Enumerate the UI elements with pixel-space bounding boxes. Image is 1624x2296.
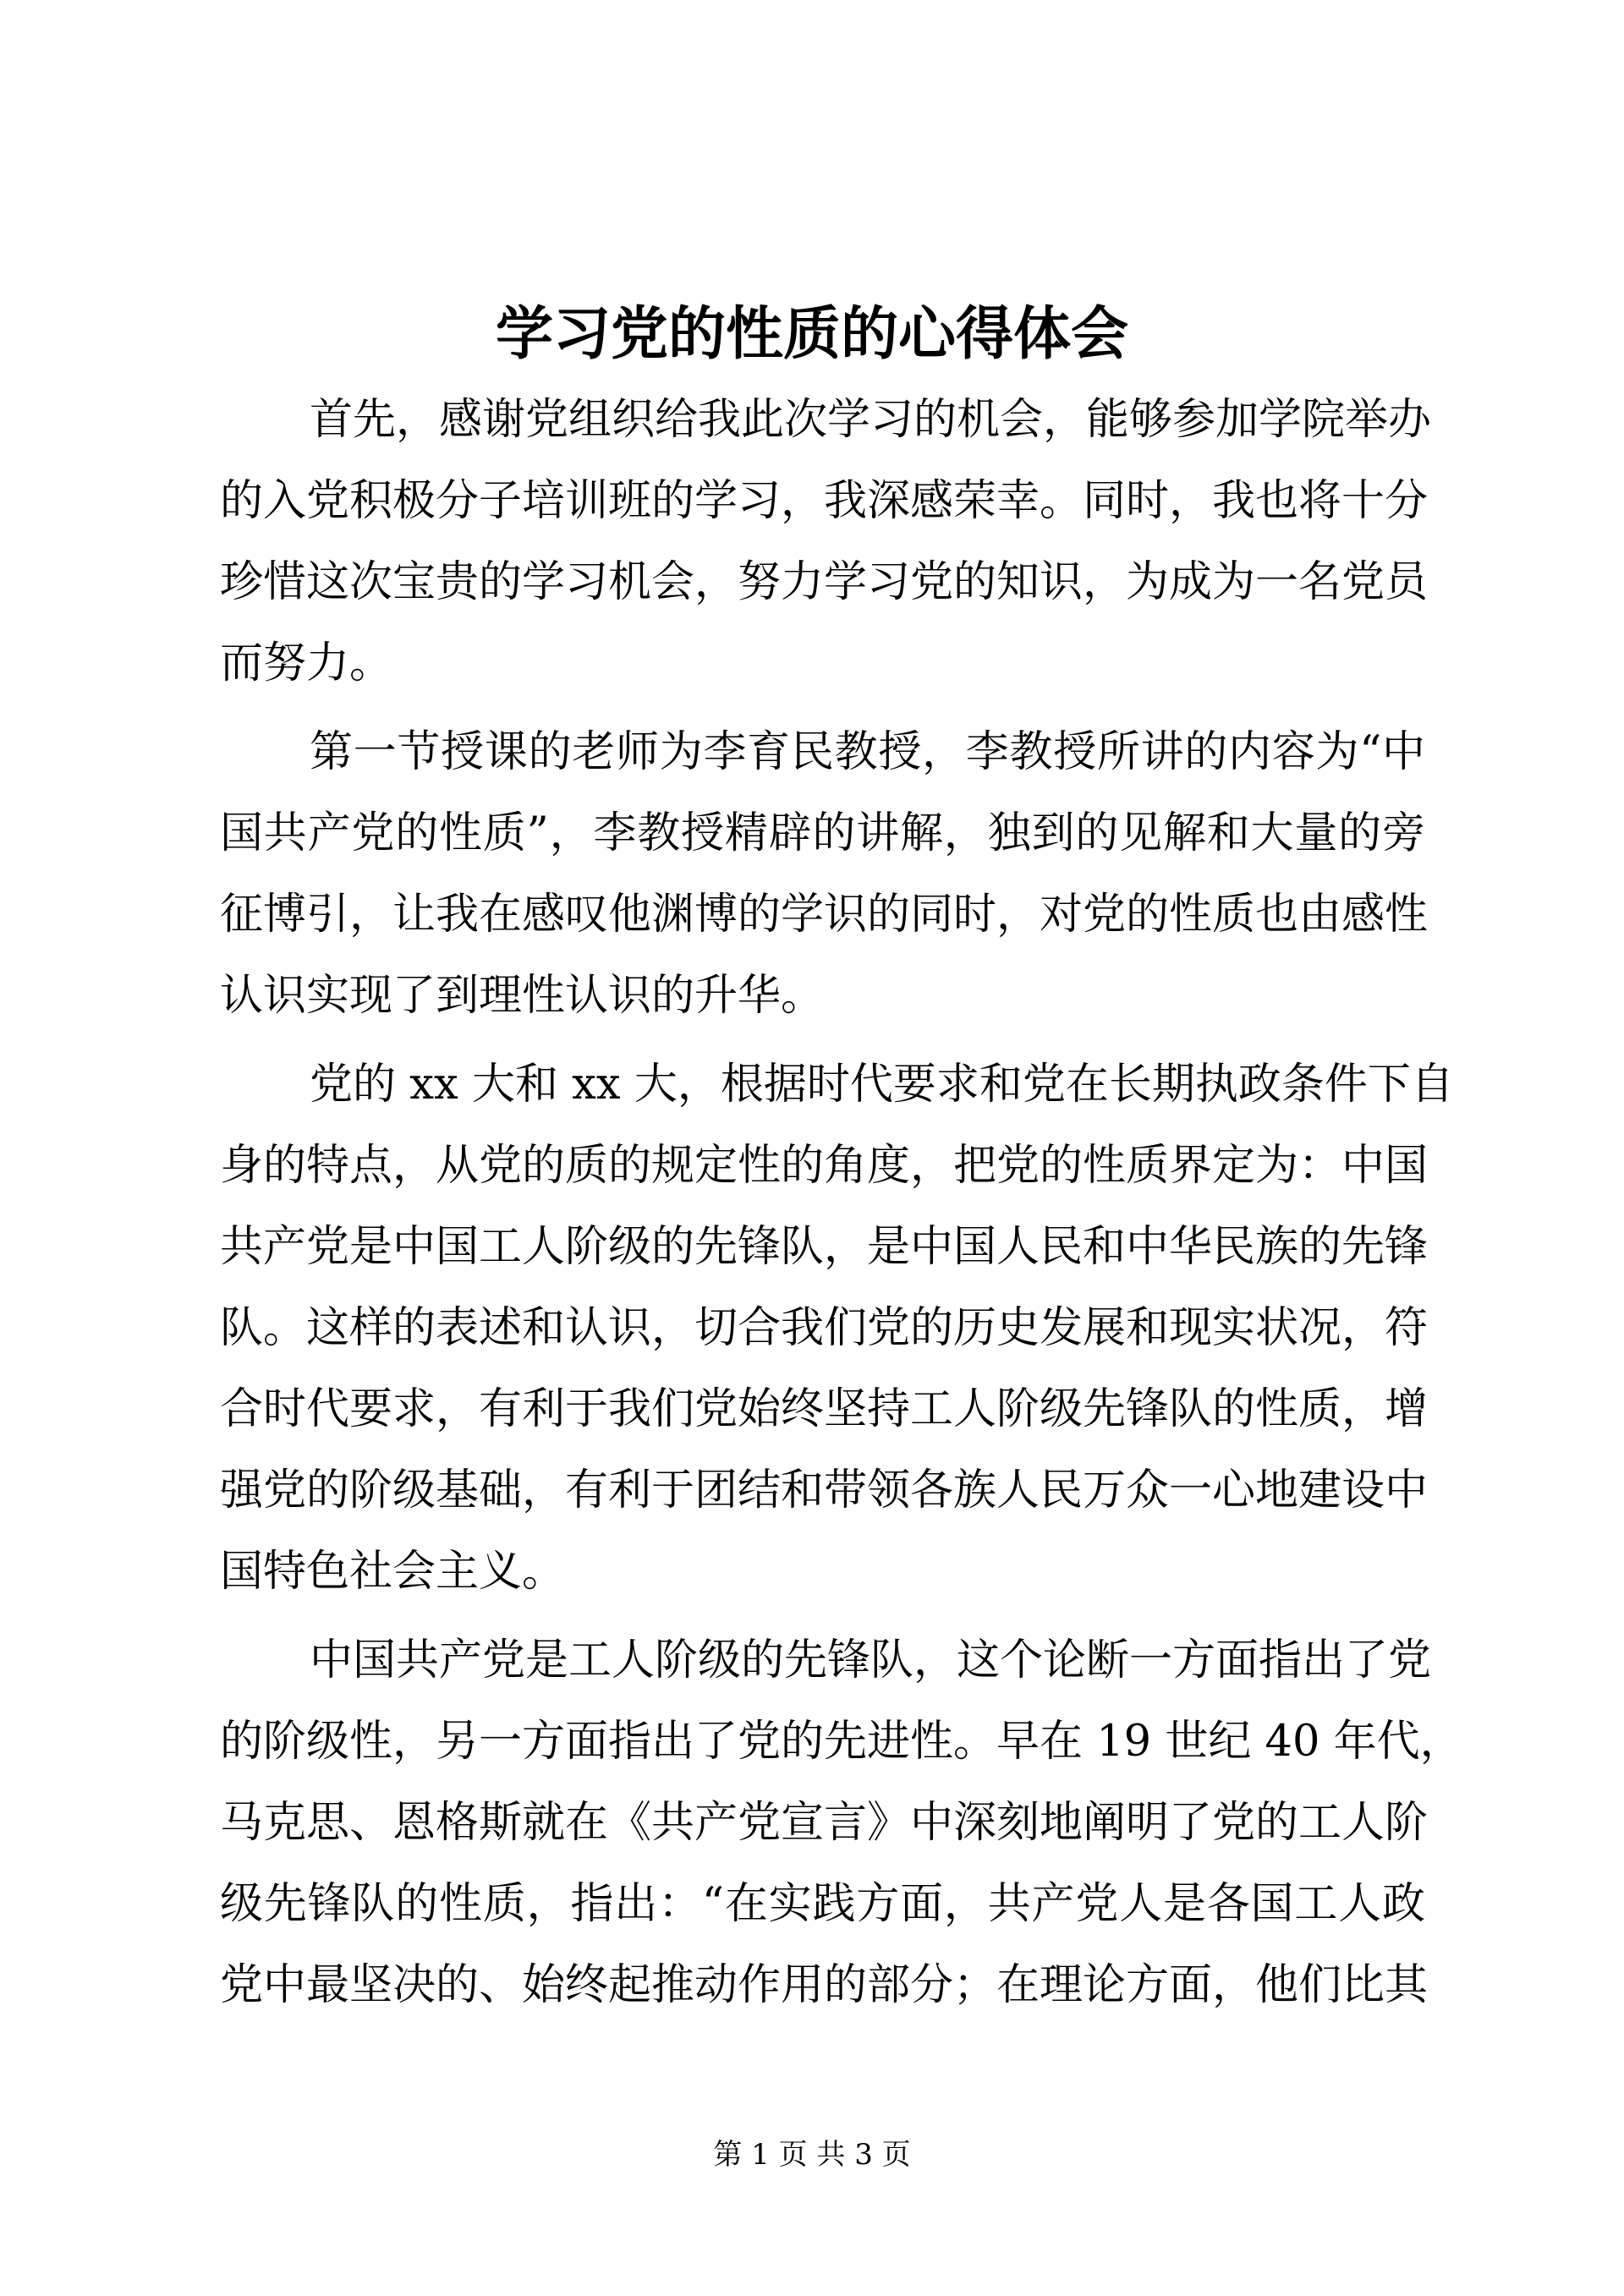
text-line: 珍惜这次宝贵的学习机会，努力学习党的知识，为成为一名党员 (220, 557, 1429, 607)
text-line: 党的 xx 大和 xx 大，根据时代要求和党在长期执政条件下自 (310, 1060, 1454, 1110)
text-line: 中国共产党是工人阶级的先锋队，这个论断一方面指出了党 (310, 1636, 1432, 1685)
text-line: 合时代要求，有利于我们党始终坚持工人阶级先锋队的性质，增 (220, 1384, 1429, 1434)
text-line: 党中最坚决的、始终起推动作用的部分；在理论方面，他们比其 (220, 1960, 1429, 2010)
paragraph (220, 380, 1432, 704)
text-line: 马克思、恩格斯就在《共产党宣言》中深刻地阐明了党的工人阶 (220, 1798, 1429, 1848)
text-line: 的阶级性，另一方面指出了党的先进性。早在 19 世纪 40 年代， (220, 1717, 1463, 1767)
text-line: 认识实现了到理性认识的升华。 (220, 971, 825, 1021)
paragraph (220, 1620, 1463, 2026)
text-line: 共产党是中国工人阶级的先锋队，是中国人民和中华民族的先锋 (220, 1222, 1429, 1272)
text-line: 而努力。 (220, 638, 393, 688)
text-line: 第一节授课的老师为李育民教授，李教授所讲的内容为“中 (310, 727, 1425, 777)
page-number-footer: 第 1 页 共 3 页 (713, 2138, 911, 2172)
text-line: 征博引，让我在感叹他渊博的学识的同时，对党的性质也由感性 (220, 890, 1429, 940)
paragraph (220, 1044, 1454, 1613)
text-line: 强党的阶级基础，有利于团结和带领各族人民万众一心地建设中 (220, 1466, 1429, 1515)
text-line: 国共产党的性质”，李教授精辟的讲解，独到的见解和大量的旁 (220, 808, 1425, 858)
document-title: 学习党的性质的心得体会 (495, 300, 1128, 368)
text-line: 队。这样的表述和认识，切合我们党的历史发展和现实状况，符 (220, 1303, 1429, 1353)
text-line: 级先锋队的性质，指出：“在实践方面，共产党人是各国工人政 (220, 1879, 1425, 1929)
text-line: 身的特点，从党的质的规定性的角度，把党的性质界定为：中国 (220, 1141, 1429, 1191)
text-line: 首先，感谢党组织给我此次学习的机会，能够参加学院举办 (310, 395, 1432, 445)
paragraph (220, 712, 1429, 1037)
document-body (220, 380, 1463, 2034)
text-line: 的入党积极分子培训班的学习，我深感荣幸。同时，我也将十分 (220, 476, 1429, 526)
text-line: 国特色社会主义。 (220, 1547, 566, 1597)
